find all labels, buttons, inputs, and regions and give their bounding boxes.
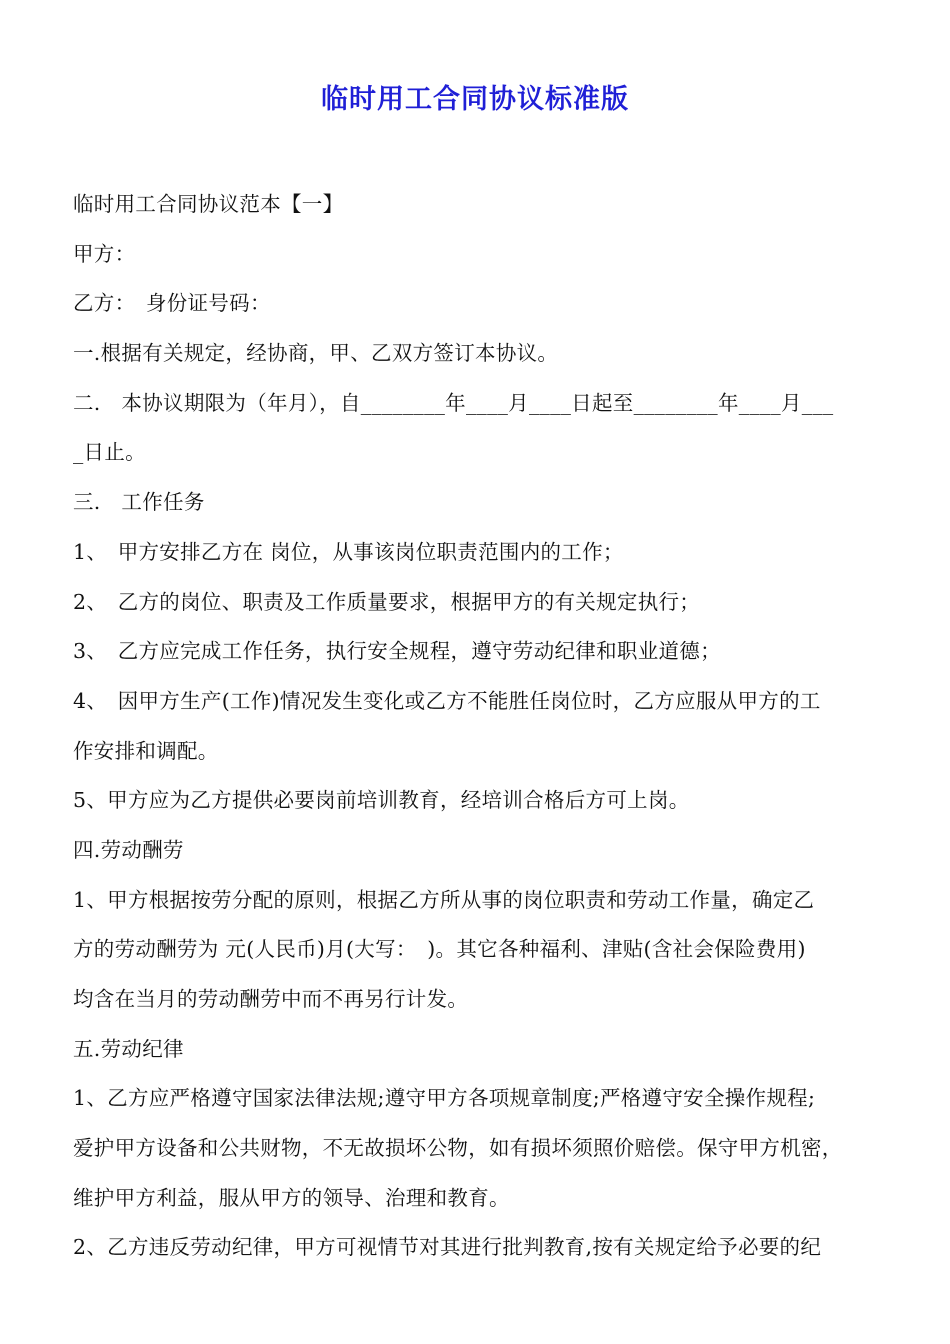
paragraph-line: 方的劳动酬劳为 元(人民币)月(大写： )。其它各种福利、津贴(含社会保险费用) <box>73 937 806 962</box>
paragraph-line: 四.劳动酬劳 <box>73 837 184 862</box>
document-title: 临时用工合同协议标准版 <box>321 84 629 115</box>
paragraph-line: 一.根据有关规定，经协商，甲、乙双方签订本协议。 <box>73 341 559 366</box>
paragraph-line: 二. 本协议期限为（年月），自________年____月____日起至________年____月___ <box>73 390 834 415</box>
paragraph-line: 5、甲方应为乙方提供必要岗前培训教育，经培训合格后方可上岗。 <box>73 788 690 813</box>
paragraph-line: 临时用工合同协议范本【一】 <box>73 192 344 216</box>
paragraph-line: 甲方： <box>73 241 136 266</box>
document-body <box>73 180 883 1273</box>
paragraph-line: 三. 工作任务 <box>73 490 205 515</box>
paragraph-line: 爱护甲方设备和公共财物，不无故损坏公物，如有损坏须照价赔偿。保守甲方机密， <box>73 1136 843 1161</box>
paragraph-line: 2、乙方违反劳动纪律，甲方可视情节对其进行批判教育,按有关规定给予必要的纪 <box>73 1235 822 1260</box>
paragraph-line: 乙方： 身份证号码： <box>73 291 271 316</box>
paragraph-line: 均含在当月的劳动酬劳中而不再另行计发。 <box>73 987 469 1011</box>
paragraph-line: 2、 乙方的岗位、职责及工作质量要求，根据甲方的有关规定执行； <box>73 589 701 614</box>
paragraph-line: 五.劳动纪律 <box>73 1036 184 1061</box>
paragraph-line: 4、 因甲方生产(工作)情况发生变化或乙方不能胜任岗位时，乙方应服从甲方的工 <box>73 688 821 713</box>
paragraph-line: 1、乙方应严格遵守国家法律法规;遵守甲方各项规章制度;严格遵守安全操作规程; <box>73 1086 816 1111</box>
paragraph-line: 作安排和调配。 <box>73 738 219 763</box>
paragraph-line: 维护甲方利益，服从甲方的领导、治理和教育。 <box>73 1185 510 1210</box>
paragraph-line: 1、甲方根据按劳分配的原则，根据乙方所从事的岗位职责和劳动工作量，确定乙 <box>73 887 815 912</box>
paragraph-line: _日止。 <box>73 440 146 465</box>
paragraph-line: 3、 乙方应完成工作任务，执行安全规程，遵守劳动纪律和职业道德； <box>73 639 721 664</box>
paragraph-line: 1、 甲方安排乙方在 岗位，从事该岗位职责范围内的工作； <box>73 539 624 564</box>
